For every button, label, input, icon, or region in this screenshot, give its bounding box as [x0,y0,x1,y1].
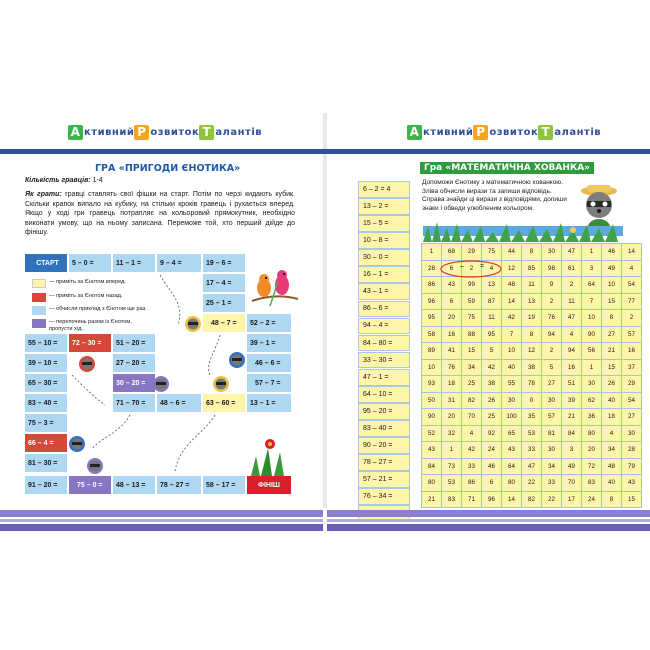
tile-10: 46 – 6 = [246,353,292,373]
grid-cell[interactable]: 58 [422,326,442,343]
grid-cell[interactable]: 95 [422,310,442,327]
grid-cell[interactable]: 70 [462,409,482,426]
grid-cell[interactable]: 8 [522,244,542,261]
grid-cell[interactable]: 57 [622,326,642,343]
grid-cell[interactable]: 25 [462,376,482,393]
logo-word-1: ктивний [423,127,474,138]
tile-14: 48 – 6 = [156,393,202,413]
tile-29: 48 – 13 = [112,475,156,495]
grid-cell[interactable]: 15 [462,343,482,360]
grid-cell[interactable]: 42 [482,359,502,376]
logo-letter-t: Т [199,125,214,140]
grid-cell[interactable]: 96 [422,293,442,310]
grid-cell[interactable]: 70 [562,475,582,492]
logo-word-1: ктивний [84,127,135,138]
expression-item[interactable]: 64 – 10 = [358,386,410,403]
expression-item[interactable]: 94 – 4 = [358,318,410,335]
grid-cell[interactable]: 27 [542,376,562,393]
grid-cell[interactable]: 21 [562,409,582,426]
grid-cell[interactable]: 1 [582,359,602,376]
expression-item[interactable]: 86 – 6 = [358,301,410,318]
grid-cell[interactable]: 65 [502,425,522,442]
grid-cell[interactable]: 10 [582,310,602,327]
grid-row [422,376,642,393]
grid-cell[interactable]: 40 [502,359,522,376]
bottom-stripe-purple [0,510,323,517]
logo-letter-t: Т [538,125,553,140]
grid-cell[interactable]: 2 [542,293,562,310]
tile-finish: ФІНІШ [246,475,292,495]
logo-letter-r: Р [473,125,488,140]
right-page [327,113,650,536]
tile-24: 75 – 3 = [24,413,68,433]
rules-label: Як грати: [25,191,62,198]
tile-9: 39 – 1 = [246,333,292,353]
grid-cell[interactable]: 53 [522,425,542,442]
tile-27: 91 – 20 = [24,475,68,495]
grid-cell[interactable]: 29 [622,376,642,393]
tile-16: 30 – 20 = [112,373,156,393]
grid-cell[interactable]: 21 [602,343,622,360]
grid-cell[interactable]: 47 [522,458,542,475]
raccoon-token-icon [68,435,86,453]
grid-cell[interactable]: 30 [542,392,562,409]
grid-cell[interactable]: 24 [582,491,602,508]
grid-cell[interactable]: 43 [622,475,642,492]
grid-cell[interactable]: 30 [502,392,522,409]
logo-word-3: алантів [554,127,602,138]
grid-cell[interactable]: 80 [502,475,522,492]
tile-8: 52 – 2 = [246,313,292,333]
grid-cell[interactable]: 40 [602,392,622,409]
grid-cell[interactable]: 47 [562,310,582,327]
grid-cell[interactable]: 4 [482,260,502,277]
grid-cell[interactable]: 79 [622,458,642,475]
grid-cell[interactable]: 53 [442,475,462,492]
grid-cell[interactable]: 18 [442,376,462,393]
grid-row [422,244,642,261]
grid-cell[interactable]: 42 [502,310,522,327]
grid-cell[interactable]: 3 [562,442,582,459]
expression-item[interactable]: 90 – 20 = [358,437,410,454]
grid-cell[interactable]: 54 [622,277,642,294]
grid-cell[interactable]: 11 [482,310,502,327]
grid-row [422,442,642,459]
logo-right [407,125,601,140]
expression-item[interactable]: 95 – 20 = [358,403,410,420]
expression-item[interactable]: 76 – 34 = [358,488,410,505]
grid-cell[interactable]: 76 [542,310,562,327]
grid-cell[interactable]: 98 [542,260,562,277]
grid-cell[interactable]: 77 [622,293,642,310]
bottom-stripe-purple [327,510,650,517]
grid-cell[interactable]: 82 [462,392,482,409]
grid-cell[interactable]: 2 [562,277,582,294]
left-page [0,113,323,536]
logo-letter-a: А [68,125,83,140]
grid-cell[interactable]: 75 [482,244,502,261]
grid-cell[interactable]: 5 [482,343,502,360]
tile-2: 11 – 1 = [112,253,156,273]
grid-cell[interactable]: 26 [602,376,622,393]
grid-row [422,491,642,508]
grid-cell[interactable]: 57 [542,409,562,426]
grid-cell[interactable]: 99 [462,277,482,294]
grid-cell[interactable]: 8 [602,491,622,508]
grid-cell[interactable]: 10 [602,277,622,294]
grass-scenery-icon [423,220,623,242]
legend-text-blue: — обчисли приклад з Єнотом ще раз. [49,306,147,312]
grid-cell[interactable]: 20 [582,442,602,459]
grid-cell[interactable]: 3 [582,260,602,277]
grid-cell[interactable]: 73 [442,458,462,475]
tile-31: 58 – 17 = [202,475,246,495]
grid-cell[interactable]: 15 [602,293,622,310]
grid-cell[interactable]: 11 [522,277,542,294]
expression-item[interactable]: 43 – 1 = [358,283,410,300]
grid-cell[interactable]: 80 [582,425,602,442]
right-title: Гра «МАТЕМАТИЧНА ХОВАНКА» [420,162,594,174]
grid-cell[interactable]: 56 [582,343,602,360]
grid-cell[interactable]: 6 [482,475,502,492]
tile-26: 81 – 30 = [24,453,68,473]
grid-cell[interactable]: 100 [502,409,522,426]
raccoon-token-icon [212,375,230,393]
grid-cell[interactable]: 88 [462,326,482,343]
grid-cell[interactable]: 90 [422,409,442,426]
grid-cell[interactable]: 59 [462,293,482,310]
grid-cell[interactable]: 54 [622,392,642,409]
tile-1: 5 – 0 = [68,253,112,273]
grid-cell[interactable]: 18 [602,409,622,426]
grid-cell[interactable]: 90 [582,326,602,343]
grid-cell[interactable]: 31 [442,392,462,409]
grid-cell[interactable]: 32 [442,425,462,442]
grid-cell[interactable]: 7 [582,293,602,310]
tile-19: 72 – 30 = [68,333,112,353]
grid-cell[interactable]: 49 [602,260,622,277]
rules-body: гравці ставлять свої фішки на старт. Потім по черзі кидають кубик. Скільки крапок випало на кубику, на стільки кроків гравець і рухається вперед. Якщо у ході гри гравець потрапляє на кольоровий прямокутник, необхідно виконати умову, що на ньому записана. Переможе той, хто перший дійде до фінішу. [25,191,295,236]
grid-cell[interactable]: 28 [422,260,442,277]
grid-cell[interactable]: 6 [442,293,462,310]
grid-cell[interactable]: 62 [582,392,602,409]
grid-cell[interactable]: 96 [482,491,502,508]
example-circle-highlight [440,259,502,279]
grid-cell[interactable]: 14 [502,293,522,310]
grid-cell[interactable]: 46 [602,244,622,261]
grid-cell[interactable]: 37 [622,359,642,376]
grid-cell[interactable]: 47 [562,244,582,261]
grid-cell[interactable]: 28 [622,442,642,459]
raccoon-token-icon [78,355,96,373]
grid-cell[interactable]: 11 [562,293,582,310]
tile-5: 17 – 4 = [202,273,246,293]
logo-word-2: озвиток [150,127,200,138]
grid-row [422,310,642,327]
grid-cell[interactable]: 4 [602,425,622,442]
tile-13: 63 – 60 = [202,393,246,413]
grid-cell[interactable]: 89 [422,343,442,360]
grid-cell[interactable]: 46 [482,458,502,475]
grid-cell[interactable]: 1 [422,244,442,261]
grid-cell[interactable]: 38 [482,376,502,393]
grid-cell[interactable]: 16 [442,326,462,343]
grid-cell[interactable]: 50 [422,392,442,409]
expression-item[interactable]: 47 – 1 = [358,369,410,386]
grid-row [422,343,642,360]
grid-cell[interactable]: 35 [522,409,542,426]
expression-item[interactable]: 15 – 5 = [358,215,410,232]
bottom-stripe-light [327,519,650,522]
grid-cell[interactable]: 78 [522,376,542,393]
flower-icon [246,438,294,476]
expression-item[interactable]: 57 – 21 = [358,471,410,488]
grid-cell[interactable]: 86 [422,277,442,294]
raccoon-token-icon [184,315,202,333]
grid-cell[interactable]: 48 [502,277,522,294]
grid-cell[interactable]: 52 [422,425,442,442]
grid-cell[interactable]: 44 [502,244,522,261]
tile-12: 13 – 1 = [246,393,292,413]
grid-cell[interactable]: 15 [602,359,622,376]
bottom-stripe-light [0,519,323,522]
bottom-stripe-dark [327,524,650,531]
grid-cell[interactable]: 7 [502,326,522,343]
birds-on-branch-icon [250,261,300,309]
grid-cell[interactable]: 30 [582,376,602,393]
grid-cell[interactable]: 51 [562,376,582,393]
grid-cell[interactable]: 20 [442,310,462,327]
grid-cell[interactable]: 33 [522,442,542,459]
grid-cell[interactable]: 34 [542,458,562,475]
grid-equals-sign: = [480,263,485,270]
grid-cell[interactable]: 34 [462,359,482,376]
grid-cell[interactable]: 9 [542,277,562,294]
raccoon-token-icon [228,351,246,369]
grid-cell[interactable]: 33 [462,458,482,475]
grid-cell[interactable]: 81 [542,425,562,442]
grid-cell[interactable]: 21 [422,491,442,508]
grid-row [422,326,642,343]
logo-word-3: алантів [215,127,263,138]
grid-cell[interactable]: 24 [482,442,502,459]
grid-cell[interactable]: 94 [542,326,562,343]
grid-cell[interactable]: 92 [482,425,502,442]
tile-20: 55 – 10 = [24,333,68,353]
grid-cell[interactable]: 93 [422,376,442,393]
expression-item[interactable]: 10 – 8 = [358,232,410,249]
tile-17: 27 – 20 = [112,353,156,373]
tile-6: 25 – 1 = [202,293,246,313]
grid-cell[interactable]: 36 [582,409,602,426]
grid-row [422,458,642,475]
grid-cell[interactable]: 72 [582,458,602,475]
grid-cell[interactable]: 41 [442,343,462,360]
grid-cell[interactable]: 64 [502,458,522,475]
grid-cell[interactable]: 55 [502,376,522,393]
grid-cell[interactable]: 12 [502,260,522,277]
grid-cell[interactable]: 14 [622,244,642,261]
players-value: 1-4 [90,177,103,184]
tile-23: 83 – 40 = [24,393,68,413]
grid-cell[interactable]: 80 [422,475,442,492]
grid-row [422,425,642,442]
grid-cell[interactable]: 76 [442,359,462,376]
grid-cell[interactable]: 40 [602,475,622,492]
tile-22: 65 – 30 = [24,373,68,393]
grid-cell[interactable]: 33 [542,475,562,492]
raccoon-token-icon [86,457,104,475]
tile-7: 48 – 7 = [202,313,246,333]
legend-text-yellow: — приміть за Єнотом вперед. [49,279,126,285]
grid-cell[interactable]: 26 [482,392,502,409]
grid-cell[interactable]: 64 [582,277,602,294]
grid-cell[interactable]: 6 [442,260,462,277]
grid-cell[interactable]: 43 [442,277,462,294]
expression-item[interactable]: 16 – 1 = [358,266,410,283]
grid-cell[interactable]: 83 [582,475,602,492]
expression-item[interactable]: 84 – 80 = [358,335,410,352]
grid-cell[interactable]: 84 [562,425,582,442]
expression-list [358,181,410,523]
logo-letter-a: А [407,125,422,140]
header-rule [0,149,650,154]
grid-cell[interactable]: 16 [562,359,582,376]
grid-cell[interactable]: 83 [442,491,462,508]
grid-cell[interactable]: 0 [522,392,542,409]
grid-cell[interactable]: 10 [422,359,442,376]
grid-cell[interactable]: 30 [542,442,562,459]
expression-item[interactable]: 30 – 0 = [358,249,410,266]
tile-21: 39 – 10 = [24,353,68,373]
grid-cell[interactable]: 27 [622,409,642,426]
grid-cell[interactable]: 8 [522,326,542,343]
grid-cell[interactable]: 87 [482,293,502,310]
grid-cell[interactable]: 1 [442,442,462,459]
grid-cell[interactable]: 43 [422,442,442,459]
grid-cell[interactable]: 10 [502,343,522,360]
grid-cell[interactable]: 86 [462,475,482,492]
expression-item[interactable]: 6 – 2 = 4 [358,181,410,198]
grid-cell[interactable]: 38 [522,359,542,376]
grid-cell[interactable]: 27 [602,326,622,343]
players-label: Кількість гравців: [25,177,91,184]
logo-word-2: озвиток [489,127,539,138]
logo-letter-r: Р [134,125,149,140]
grid-row [422,359,642,376]
grid-cell[interactable]: 12 [522,343,542,360]
grid-cell[interactable]: 30 [622,425,642,442]
tile-15: 71 – 70 = [112,393,156,413]
grid-cell[interactable]: 2 [462,260,482,277]
grid-minus-sign: – [460,263,464,270]
grid-cell[interactable]: 43 [502,442,522,459]
tile-18: 51 – 20 = [112,333,156,353]
tile-30: 78 – 27 = [156,475,202,495]
grid-row [422,475,642,492]
legend-text-purple: — перепочинь разом із Єнотом, пропусти хід. [49,319,132,332]
grid-cell[interactable]: 84 [422,458,442,475]
grid-cell[interactable]: 61 [562,260,582,277]
grid-cell[interactable]: 1 [582,244,602,261]
grid-cell[interactable]: 30 [542,244,562,261]
tile-3: 9 – 4 = [156,253,202,273]
grid-cell[interactable]: 14 [502,491,522,508]
legend-text-red: — приміть за Єнотом назад. [49,293,123,299]
right-intro: Допоможи Єнотику з математичною хованкою. Зліва обчисли вирази та запиши відповідь. Справа знайди ці вирази з відповідями, допиши знаки і обведи улюбленим кольором. [422,179,567,212]
grid-row [422,293,642,310]
expression-item[interactable]: 78 – 27 = [358,454,410,471]
grid-row [422,409,642,426]
grid-cell[interactable]: 95 [482,326,502,343]
grid-row [422,392,642,409]
grid-cell[interactable]: 48 [602,458,622,475]
grid-cell[interactable]: 49 [562,458,582,475]
grid-cell[interactable]: 39 [562,392,582,409]
bottom-stripe-dark [0,524,323,531]
grid-cell[interactable]: 22 [522,475,542,492]
grid-cell[interactable]: 20 [442,409,462,426]
grid-cell[interactable]: 42 [462,442,482,459]
grid-cell[interactable]: 25 [482,409,502,426]
grid-cell[interactable]: 75 [462,310,482,327]
tile-start: СТАРТ [24,253,68,273]
grid-cell[interactable]: 68 [442,244,462,261]
number-grid [421,243,642,508]
tile-28: 75 – 0 = [68,475,112,495]
tile-25: 66 – 4 = [24,433,68,453]
grid-cell[interactable]: 71 [462,491,482,508]
grid-cell[interactable]: 2 [622,310,642,327]
tile-11: 57 – 7 = [246,373,292,393]
grid-cell[interactable]: 94 [562,343,582,360]
expression-item[interactable]: 83 – 40 = [358,420,410,437]
left-title: ГРА «ПРИГОДИ ЄНОТИКА» [95,163,241,174]
grid-cell[interactable]: 15 [622,491,642,508]
grid-cell[interactable]: 34 [602,442,622,459]
grid-cell[interactable]: 22 [542,491,562,508]
tile-4: 19 – 6 = [202,253,246,273]
book-spread [0,113,650,536]
grid-cell[interactable]: 85 [522,260,542,277]
expression-item[interactable]: 13 – 2 = [358,198,410,215]
grid-cell[interactable]: 2 [542,343,562,360]
grid-cell[interactable]: 82 [522,491,542,508]
grid-cell[interactable]: 4 [622,260,642,277]
grid-cell[interactable]: 4 [462,425,482,442]
expression-item[interactable]: 33 – 30 = [358,352,410,369]
grid-cell[interactable]: 5 [542,359,562,376]
grid-cell[interactable]: 19 [522,310,542,327]
grid-cell[interactable]: 4 [562,326,582,343]
grid-cell[interactable]: 16 [622,343,642,360]
grid-cell[interactable]: 17 [562,491,582,508]
raccoon-token-icon [152,375,170,393]
grid-cell[interactable]: 29 [462,244,482,261]
grid-cell[interactable]: 13 [482,277,502,294]
grid-cell[interactable]: 13 [522,293,542,310]
grid-cell[interactable]: 8 [602,310,622,327]
